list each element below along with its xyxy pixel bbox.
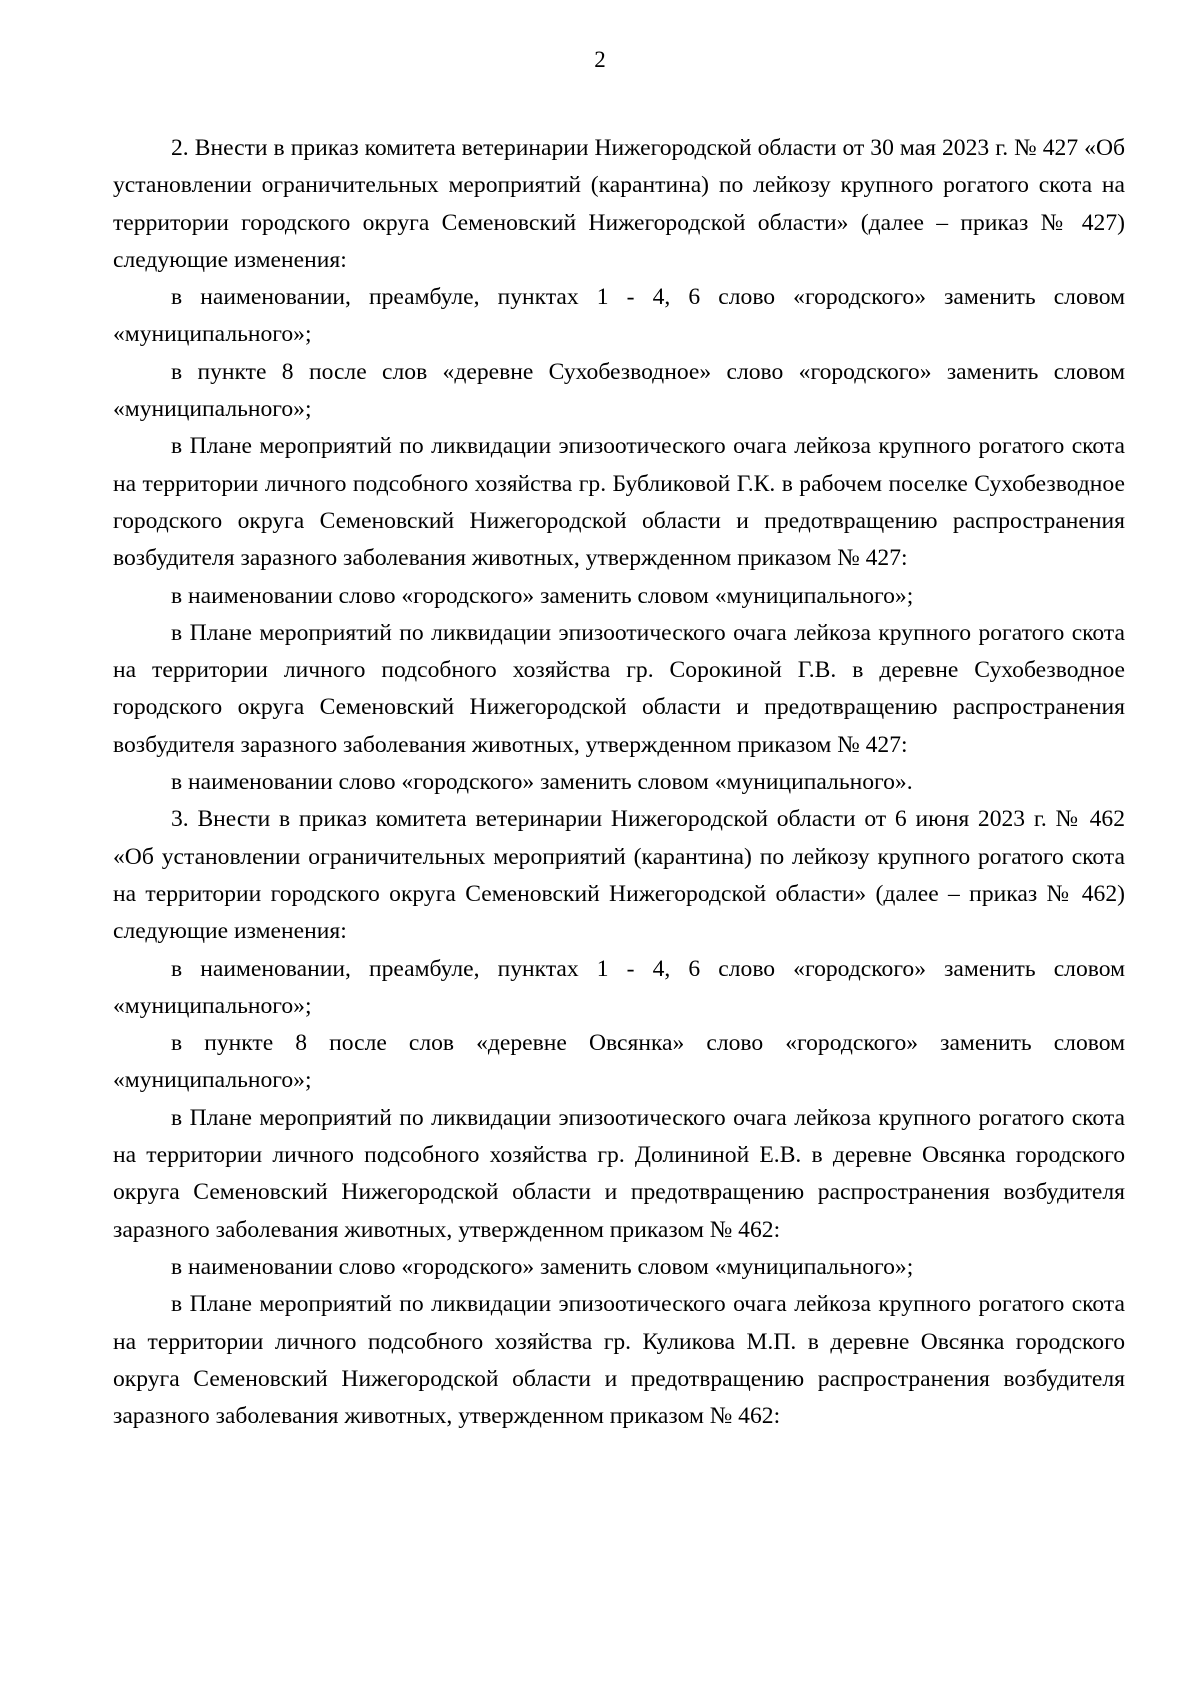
paragraph-2-intro: 2. Внести в приказ комитета ветеринарии Нижегородской области от 30 мая 2023 г. № 427 «Об установлении ограничительных мероприятий (карантина) по лейкозу крупного рогатого скота на территории городского округа Семеновский Нижегородской области» (далее – приказ № 427) следующие изменения:	[113, 135, 1125, 273]
paragraph: в пункте 8 после слов «деревне Овсянка» слово «городского» заменить словом «муниципального»;	[113, 1030, 1125, 1094]
paragraph: в наименовании слово «городского» заменить словом «муниципального»;	[171, 1253, 914, 1280]
page-number: 2	[594, 47, 606, 72]
paragraph: в пункте 8 после слов «деревне Сухобезводное» слово «городского» заменить словом «муниципального»;	[113, 358, 1125, 423]
paragraph: в Плане мероприятий по ликвидации эпизоотического очага лейкоза крупного рогатого скота на территории личного подсобного хозяйства гр. Бубликовой Г.К. в рабочем поселке Сухобезводное городского округа Семеновский Нижегородской области и предотвращению распространения возбудителя заразного заболевания животных, утвержденном приказом № 427:	[113, 433, 1125, 572]
paragraph-3-intro: 3. Внести в приказ комитета ветеринарии Нижегородской области от 6 июня 2023 г. № 462 «Об установлении ограничительных мероприятий (карантина) по лейкозу крупного рогатого скота на территории городского округа Семеновский Нижегородской области» (далее – приказ № 462) следующие изменения:	[113, 806, 1125, 945]
paragraph: в наименовании, преамбуле, пунктах 1 - 4, 6 слово «городского» заменить словом «муниципального»;	[113, 955, 1125, 1019]
paragraph: в наименовании слово «городского» заменить словом «муниципального».	[171, 769, 913, 796]
paragraph: в Плане мероприятий по ликвидации эпизоотического очага лейкоза крупного рогатого скота на территории личного подсобного хозяйства гр. Куликова М.П. в деревне Овсянка городского округа Семеновский Нижегородской области и предотвращению распространения возбудителя заразного заболевания животных, утвержденном приказом № 462:	[113, 1291, 1125, 1430]
paragraph: в Плане мероприятий по ликвидации эпизоотического очага лейкоза крупного рогатого скота на территории личного подсобного хозяйства гр. Долининой Е.В. в деревне Овсянка городского округа Семеновский Нижегородской области и предотвращению распространения возбудителя заразного заболевания животных, утвержденном приказом № 462:	[113, 1104, 1125, 1243]
paragraph: в Плане мероприятий по ликвидации эпизоотического очага лейкоза крупного рогатого скота на территории личного подсобного хозяйства гр. Сорокиной Г.В. в деревне Сухобезводное городского округа Семеновский Нижегородской области и предотвращению распространения возбудителя заразного заболевания животных, утвержденном приказом № 427:	[113, 619, 1125, 758]
document-body	[113, 130, 1125, 1435]
paragraph: в наименовании слово «городского» заменить словом «муниципального»;	[171, 582, 914, 609]
paragraph: в наименовании, преамбуле, пунктах 1 - 4, 6 слово «городского» заменить словом «муниципального»;	[113, 284, 1125, 348]
